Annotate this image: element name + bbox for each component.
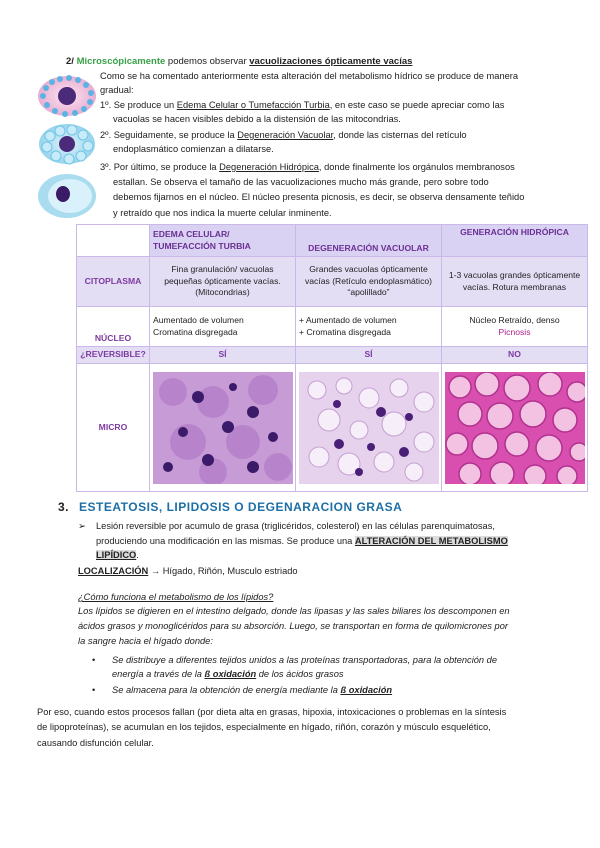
item-3-e: y retraído que nos indica la muerte celular inminente.: [113, 208, 332, 218]
citoplasma-edema: Fina granulación/ vacuolas pequeñas ópticamente vacías. (Mitocondrias): [150, 257, 296, 307]
item-3-b: , donde finalmente los orgánulos membranosos: [318, 162, 515, 172]
citoplasma-hidropica: 1-3 vacuolas grandes ópticamente vacías. Rotura membranas: [442, 257, 588, 307]
row-nucleo: [77, 307, 588, 347]
section-3-title: ESTEATOSIS, LIPIDOSIS O DEGENARACION GRASA: [79, 500, 403, 514]
section-3-number: 3.: [58, 500, 70, 514]
lipid-b1b: [112, 668, 344, 681]
bullet-dot-icon-2: •: [92, 685, 96, 695]
lipid-question: [78, 591, 273, 604]
item-3-d: debemos fijarnos en el núcleo. El núcleo presenta picnosis, es decir, se observa densamente teñido: [113, 192, 525, 202]
edema-cell-icon: [38, 75, 96, 117]
s3-bullet-c: LIPÍDICO.: [96, 550, 139, 560]
micrograph-vacuolar: [299, 372, 439, 484]
item-3: [100, 161, 515, 174]
lipid-b1a: Se distribuye a diferentes tejidos unidos a las proteínas transportadoras, para la obtención de: [112, 655, 498, 665]
intro-micro-word: Microscópicamente: [76, 56, 166, 67]
s3-bullet-a: Lesión reversible por acumulo de grasa (triglicéridos, colesterol) en las células parenquimatosas,: [96, 521, 495, 531]
micrograph-hidropica: [445, 372, 585, 484]
item-2-term: Degeneración Vacuolar: [237, 130, 334, 140]
bullet-arrow-icon: ➢: [78, 521, 86, 531]
item-3-c: estallan. Se observa el tamaño de las vacuolizaciones mucho más grande, pero sobre todo: [113, 177, 489, 187]
lipid-p1: Los lípidos se digieren en el intestino delgado, donde las lipasas y las sales biliares los descomponen en: [78, 606, 510, 616]
intro-line: [66, 55, 412, 68]
nucleo-edema-b: Cromatina disgregada: [153, 326, 238, 337]
para-line-2: gradual:: [100, 85, 134, 95]
section-3-heading: [58, 500, 402, 514]
label-nucleo: NÚCLEO: [77, 307, 150, 347]
micro-vacuolar-cell: [296, 364, 442, 492]
loc-text: Hígado, Riñón, Musculo estriado: [162, 566, 298, 576]
micro-hidropica-cell: [442, 364, 588, 492]
reversible-hidropica: NO: [442, 347, 588, 364]
header-vacuolar: DEGENERACIÓN VACUOLAR: [296, 225, 442, 257]
corner-cell: [77, 225, 150, 257]
item-1-c: vacuolas se hacen visibles debido a la distensión de las mitocondrias.: [113, 114, 401, 124]
nucleo-vacuolar-a: + Aumentado de volumen: [299, 315, 397, 325]
lipid-question-text: ¿Cómo funciona el metabolismo de los lípidos?: [78, 592, 274, 602]
final-p1: Por eso, cuando estos procesos fallan (por dieta alta en grasas, hipoxia, intoxicaciones o problemas en la síntesis: [37, 707, 507, 717]
localizacion-line: [78, 565, 298, 578]
hydropic-cell-icon: [38, 174, 96, 218]
item-2: [100, 129, 467, 142]
nucleo-hidropica-b: Picnosis: [498, 326, 531, 337]
item-3-a: 3º. Por último, se produce la: [100, 162, 220, 172]
intro-rest: podemos observar: [165, 56, 250, 67]
reversible-edema: SÍ: [150, 347, 296, 364]
micrograph-edema: [153, 372, 293, 484]
item-1: [100, 99, 504, 112]
header-hidropica: GENERACIÓN HIDRÓPICA: [442, 225, 588, 257]
citoplasma-vacuolar: Grandes vacuolas ópticamente vacías (Retículo endoplasmático) “apolillado”: [296, 257, 442, 307]
lipid-b2-pre: Se almacena para la obtención de energía mediante la: [112, 685, 341, 695]
label-reversible: ¿REVERSIBLE?: [77, 347, 150, 364]
nucleo-vacuolar: [296, 307, 442, 347]
nucleo-edema: [150, 307, 296, 347]
s3-highlight-1: ALTERACIÓN DEL METABOLISMO: [354, 536, 508, 546]
final-p2: de lipoproteínas), se acumulan en los tejidos, especialmente en hígado, riñón, corazón y músculo esquelético,: [37, 722, 491, 732]
item-3-term: Degeneración Hidrópica: [219, 162, 319, 172]
row-reversible: [77, 347, 588, 364]
lipid-b2: [112, 684, 392, 697]
lipid-b1b-term: ß oxidación: [204, 669, 257, 679]
intro-number: 2/: [66, 56, 74, 67]
table-header-row: [77, 225, 588, 257]
nucleo-vacuolar-b: + Cromatina disgregada: [299, 326, 391, 337]
para-line-1: Como se ha comentado anteriormente esta alteración del metabolismo hídrico se produce de manera: [100, 71, 519, 81]
label-micro: MICRO: [77, 364, 150, 492]
loc-arrow: →: [148, 566, 163, 576]
lipid-b1b-post: de los ácidos grasos: [256, 669, 344, 679]
vacuolar-cell-icon: [39, 124, 95, 164]
nucleo-hidropica-a: Núcleo Retraído, denso: [469, 315, 560, 325]
final-p3: causando disfunción celular.: [37, 738, 154, 748]
label-citoplasma: CITOPLASMA: [77, 257, 150, 307]
s3-bullet-b-text: produciendo una modificación en las mismas. Se produce una: [96, 536, 355, 546]
lipid-b2-term: ß oxidación: [340, 685, 393, 695]
row-micro: [77, 364, 588, 492]
header-edema: EDEMA CELULAR/ TUMEFACCIÓN TURBIA: [150, 225, 296, 257]
item-1-b: , en este caso se puede apreciar como las: [329, 100, 505, 110]
comparison-table: [76, 224, 588, 492]
nucleo-hidropica: [442, 307, 588, 347]
lipid-p2: ácidos grasos y monoglicéridos para su absorción. Luego, se transportan en forma de quilomicrones por: [78, 621, 508, 631]
cell-illustrations: [36, 74, 100, 222]
s3-bullet-b: [96, 535, 508, 548]
lipid-p3: la sangre hacia el hígado donde:: [78, 636, 213, 646]
item-2-c: endoplasmático comienzan a dilatarse.: [113, 144, 274, 154]
item-1-a: 1º. Se produce un: [100, 100, 177, 110]
micro-edema-cell: [150, 364, 296, 492]
reversible-vacuolar: SÍ: [296, 347, 442, 364]
loc-label: LOCALIZACIÓN: [78, 566, 149, 576]
item-1-term: Edema Celular o Tumefacción Turbia: [176, 100, 330, 110]
intro-underlined: vacuolizaciones ópticamente vacías: [249, 56, 413, 67]
row-citoplasma: [77, 257, 588, 307]
nucleo-edema-a: Aumentado de volumen: [153, 315, 244, 325]
item-2-a: 2º. Seguidamente, se produce la: [100, 130, 238, 140]
s3-highlight-2: LIPÍDICO: [96, 550, 137, 560]
lipid-b1b-pre: energía a través de la: [112, 669, 205, 679]
bullet-dot-icon: •: [92, 655, 96, 665]
item-2-b: , donde las cisternas del retículo: [333, 130, 467, 140]
